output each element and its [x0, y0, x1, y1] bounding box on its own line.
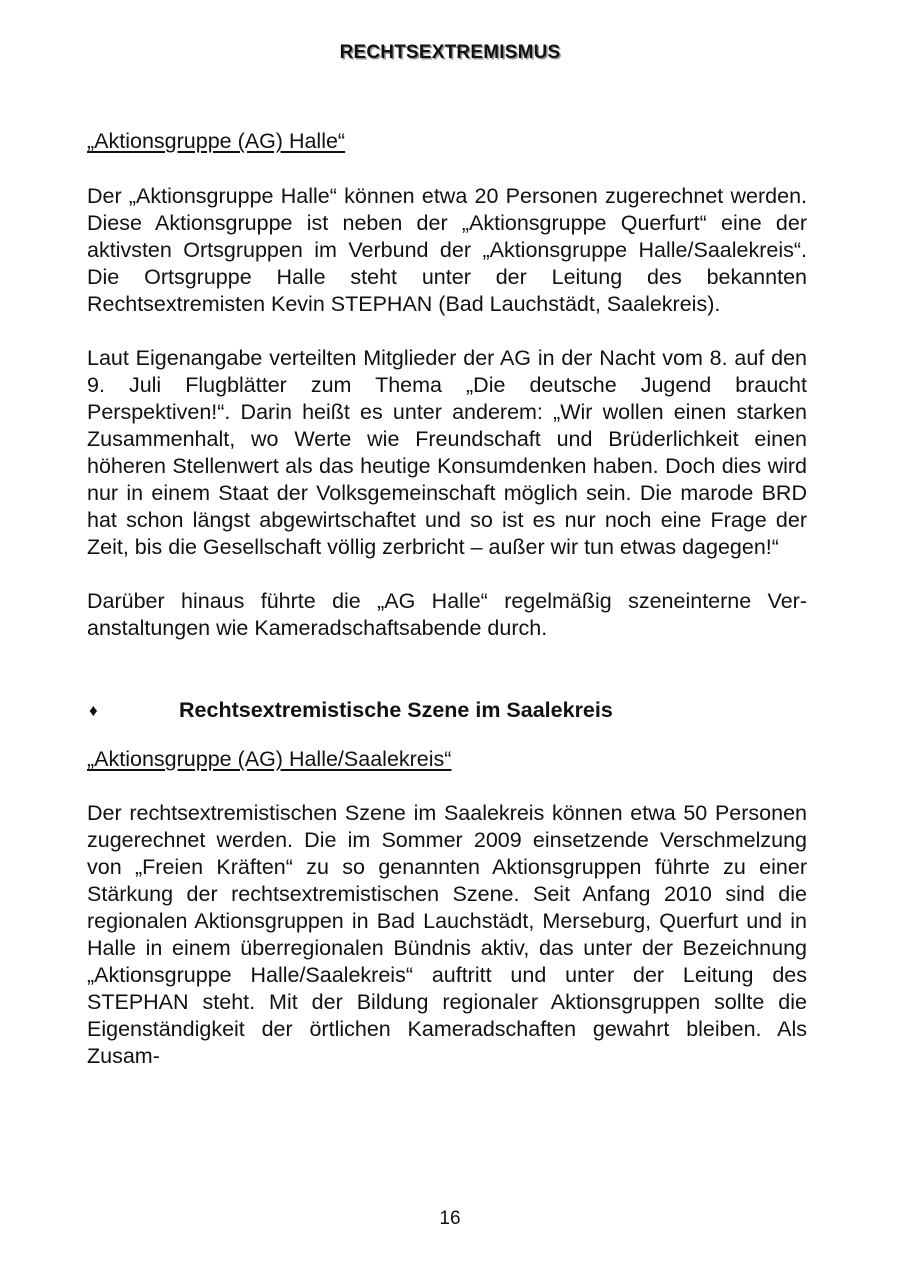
paragraph-events: Darüber hinaus führte die „AG Halle“ regelmäßig szeneinterne Veranstaltungen wie Kameradschaftsabende durch.	[87, 589, 807, 640]
diamond-bullet-icon: ♦	[89, 701, 98, 720]
subheading-ag-halle: „Aktionsgruppe (AG) Halle“	[87, 129, 346, 153]
page-number: 16	[439, 1208, 461, 1229]
running-header: RECHTSEXTREMISMUS	[339, 42, 561, 63]
section-heading-text: Rechtsextremistische Szene im Saalekreis	[179, 698, 613, 722]
section-heading	[87, 697, 807, 724]
paragraph-saalekreis-scene: Der rechtsextremistischen Szene im Saalekreis können etwa 50 Personen zugerechnet werden. Die im Sommer 2009 einsetzende Verschmelzung von „Freien Kräften“ zu so genannten Aktionsgruppen führte zu einer Stärkung der rechtsextremistischen Szene. Seit Anfang 2010 sind die regionalen Aktionsgruppen in Bad Lauchstädt, Merseburg, Querfurt und in Halle in einem überregionalen Bündnis aktiv, das unter der Bezeichnung „Aktionsgruppe Halle/Saalekreis“ auftritt und unter der Leitung des STEPHAN steht. Mit der Bildung regionaler Aktionsgruppen sollte die Eigenständigkeit der örtlichen Kameradschaften gewahrt bleiben. Als Zusam-	[87, 801, 807, 1068]
subheading-ag-halle-saalekreis: „Aktionsgruppe (AG) Halle/Saalekreis“	[87, 747, 452, 771]
page-content	[87, 128, 807, 1070]
paragraph-flyer-action: Laut Eigenangabe verteilten Mitglieder der AG in der Nacht vom 8. auf den 9. Juli Flugblätter zum Thema „Die deutsche Jugend braucht Perspektiven!“. Darin heißt es unter anderem: „Wir wollen einen starken Zusammenhalt, wo Werte wie Freundschaft und Brüderlichkeit einen höheren Stellenwert als das heutige Konsumdenken haben. Doch dies wird nur in einem Staat der Volksgemeinschaft möglich sein. Die marode BRD hat schon längst abgewirtschaftet und so ist es nur noch eine Frage der Zeit, bis die Gesellschaft völlig zerbricht – außer wir tun etwas dagegen!“	[87, 346, 807, 559]
paragraph-ag-halle-members: Der „Aktionsgruppe Halle“ können etwa 20 Personen zugerechnet werden. Diese Aktionsgruppe ist neben der „Aktionsgruppe Querfurt“ eine der aktivsten Ortsgruppen im Verbund der „Aktionsgruppe Halle/Saalekreis“. Die Ortsgruppe Halle steht unter der Leitung des bekannten Rechtsextremisten Kevin STEPHAN (Bad Lauchstädt, Saalekreis).	[87, 184, 807, 316]
